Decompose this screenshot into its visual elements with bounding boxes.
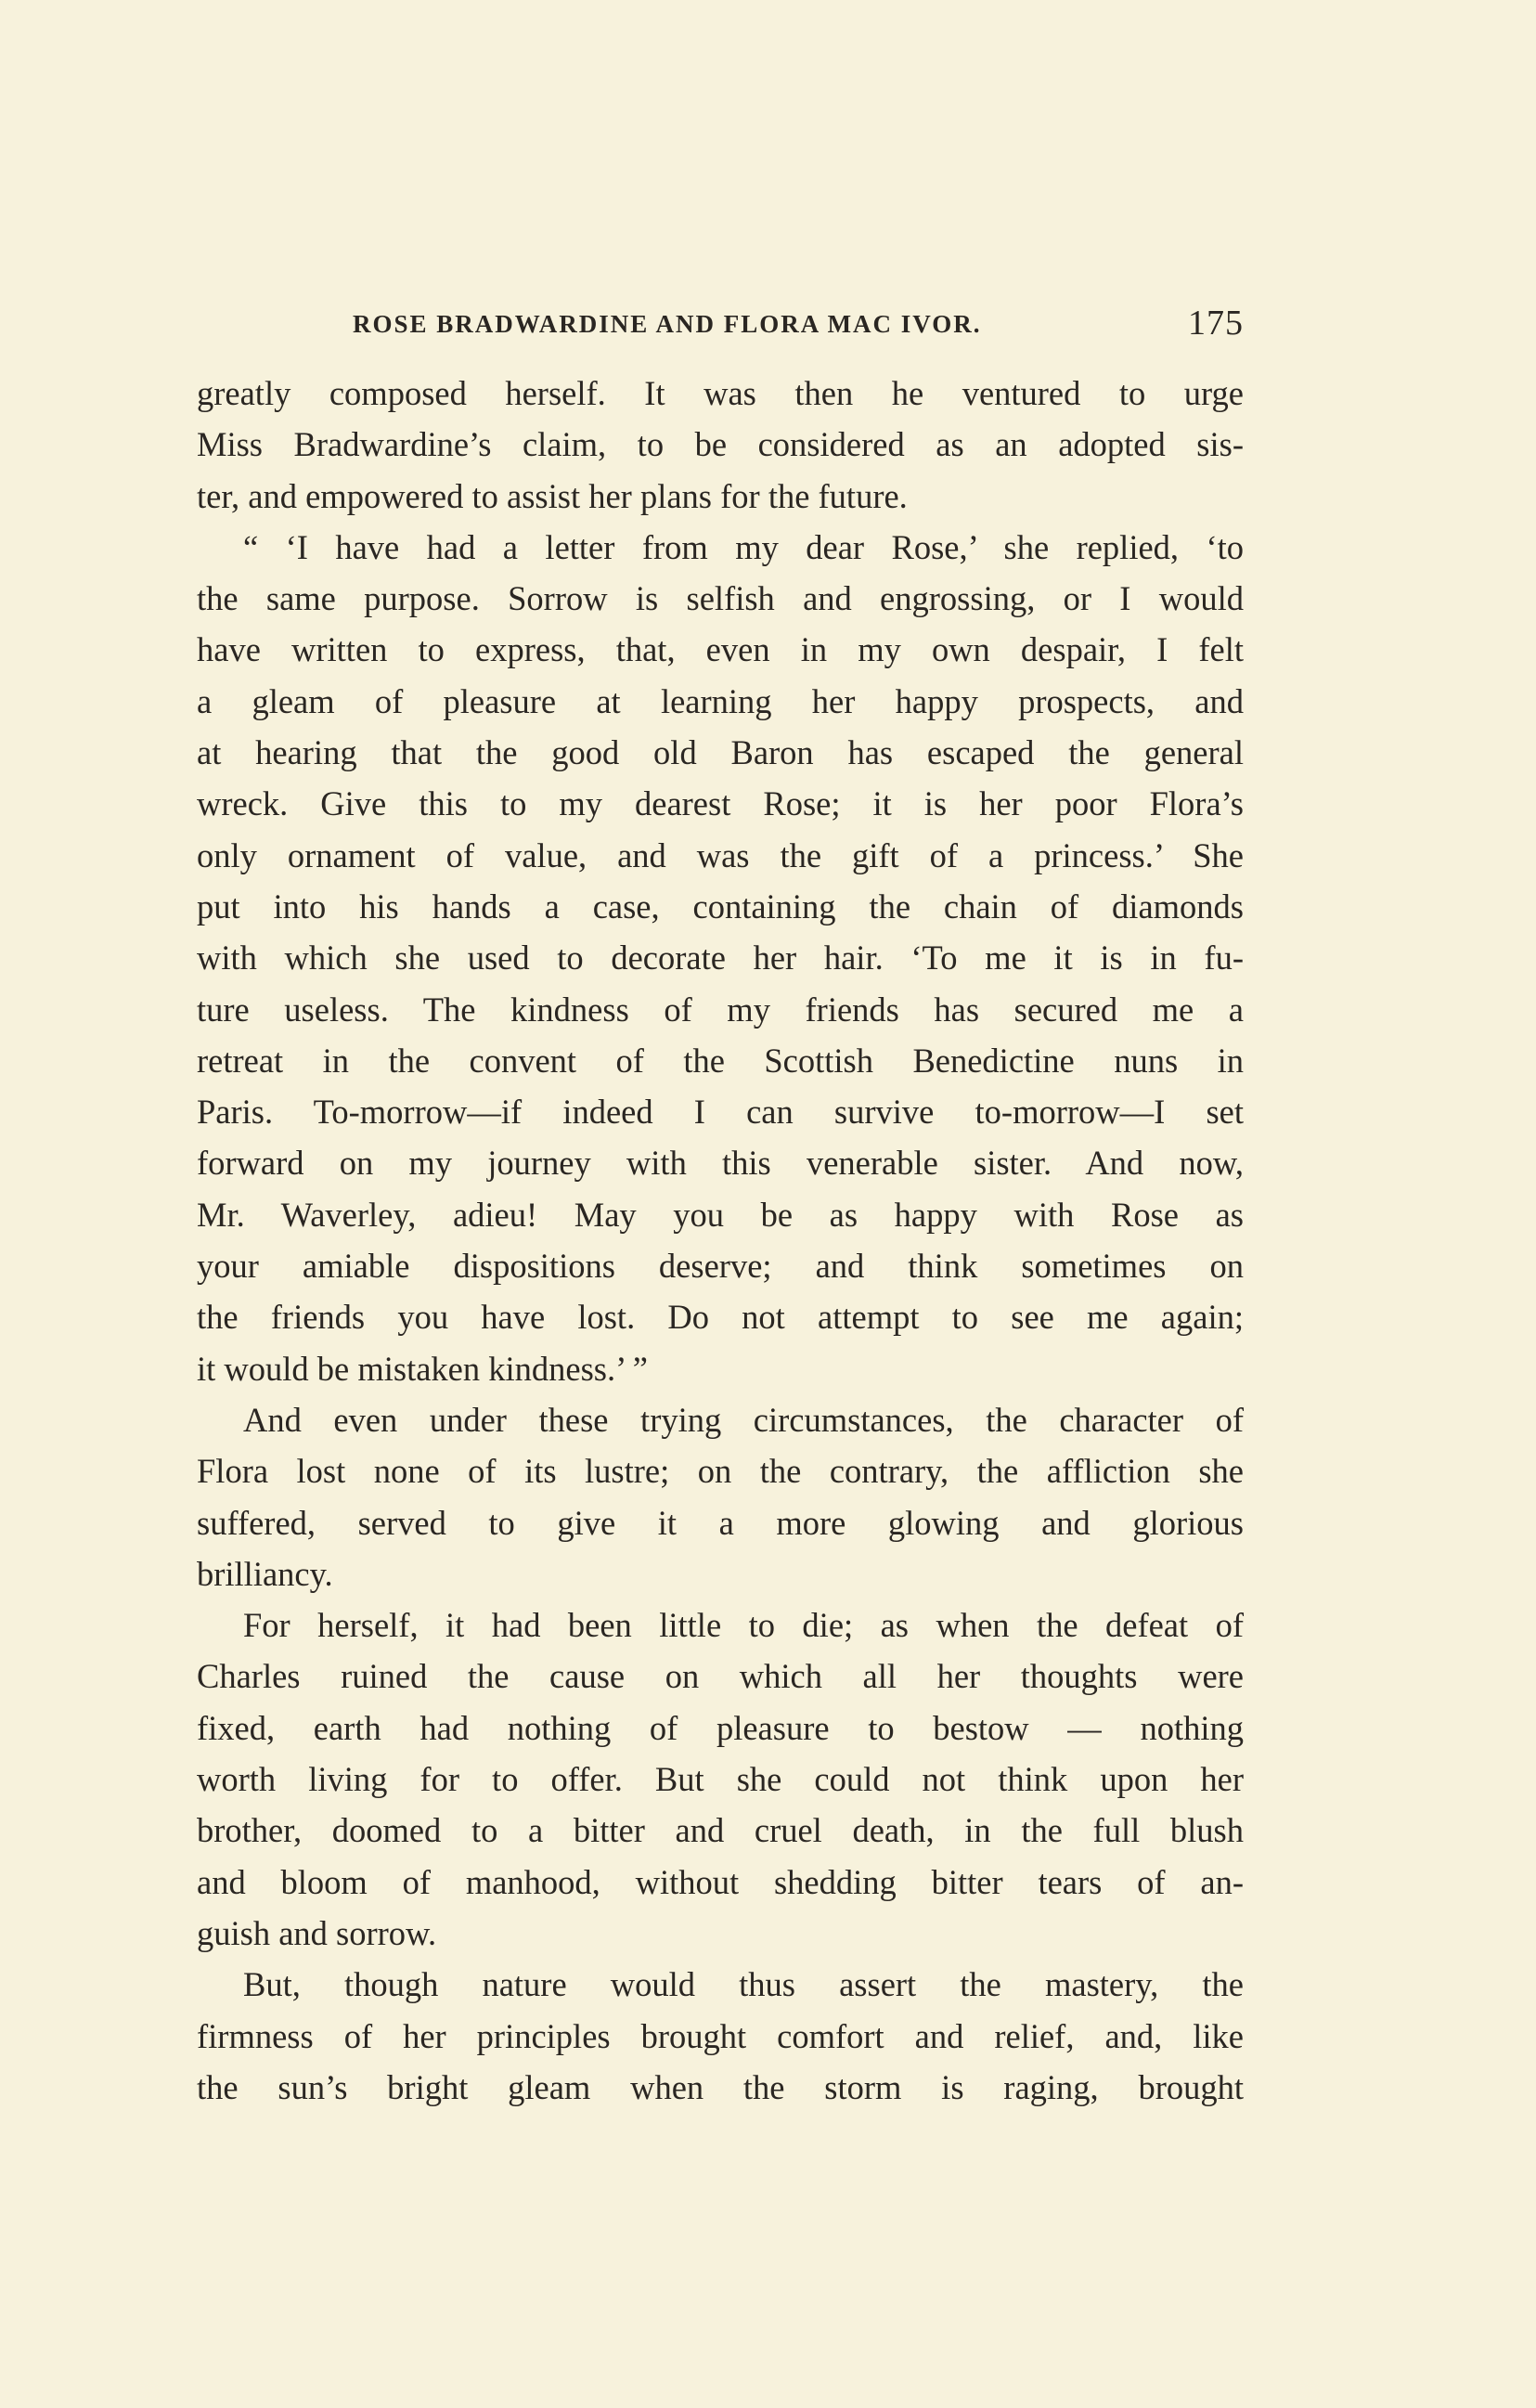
text-line: ter, and empowered to assist her plans for the future.: [197, 476, 908, 515]
text-line: But, though nature would thus assert the mastery, the: [243, 1965, 1244, 2004]
text-line: And even under these trying circumstances, the character of: [243, 1400, 1244, 1439]
text-line: a gleam of pleasure at learning her happy prospects, and: [197, 681, 1244, 720]
running-title: ROSE BRADWARDINE AND FLORA MAC IVOR.: [353, 310, 982, 338]
text-line: Mr. Waverley, adieu! May you be as happy with Rose as: [197, 1195, 1244, 1234]
text-line: the same purpose. Sorrow is selfish and engrossing, or I would: [197, 579, 1244, 618]
text-line: guish and sorrow.: [197, 1913, 437, 1952]
text-line: it would be mistaken kindness.’ ”: [197, 1349, 648, 1388]
text-line: “ ‘I have had a letter from my dear Rose,’ she replied, ‘to: [243, 527, 1244, 566]
text-line: and bloom of manhood, without shedding bitter tears of an-: [197, 1862, 1244, 1901]
body-text: [197, 368, 1244, 2113]
text-line: For herself, it had been little to die; as when the defeat of: [243, 1606, 1244, 1645]
text-line: put into his hands a case, containing the chain of diamonds: [197, 887, 1244, 926]
text-line: Paris. To-morrow—if indeed I can survive to-morrow—I set: [197, 1093, 1244, 1132]
running-head: [197, 303, 1244, 349]
page-number: 175: [1188, 304, 1244, 343]
text-line: Flora lost none of its lustre; on the contrary, the affliction she: [197, 1452, 1244, 1491]
text-line: have written to express, that, even in my own despair, I felt: [197, 630, 1244, 669]
text-line: your amiable dispositions deserve; and think sometimes on: [197, 1247, 1244, 1286]
text-line: firmness of her principles brought comfort and relief, and, like: [197, 2016, 1244, 2055]
text-line: retreat in the convent of the Scottish Benedictine nuns in: [197, 1041, 1244, 1080]
text-line: fixed, earth had nothing of pleasure to bestow — nothing: [197, 1708, 1244, 1747]
text-line: forward on my journey with this venerable sister. And now,: [197, 1144, 1244, 1183]
text-line: wreck. Give this to my dearest Rose; it is her poor Flora’s: [197, 784, 1244, 823]
text-line: the sun’s bright gleam when the storm is raging, brought: [197, 2067, 1244, 2106]
text-line: greatly composed herself. It was then he ventured to urge: [197, 374, 1244, 412]
text-line: at hearing that the good old Baron has escaped the general: [197, 733, 1244, 772]
text-line: with which she used to decorate her hair. ‘To me it is in fu-: [197, 939, 1244, 977]
text-line: brilliancy.: [197, 1554, 333, 1593]
text-line: brother, doomed to a bitter and cruel death, in the full blush: [197, 1811, 1244, 1850]
text-line: the friends you have lost. Do not attempt to see me again;: [197, 1298, 1244, 1337]
text-line: worth living for to offer. But she could not think upon her: [197, 1760, 1244, 1799]
text-line: Charles ruined the cause on which all her thoughts were: [197, 1657, 1244, 1696]
text-line: Miss Bradwardine’s claim, to be considered as an adopted sis-: [197, 425, 1244, 464]
text-line: suffered, served to give it a more glowing and glorious: [197, 1503, 1244, 1542]
text-line: ture useless. The kindness of my friends has secured me a: [197, 990, 1244, 1029]
text-line: only ornament of value, and was the gift of a princess.’ She: [197, 835, 1244, 874]
